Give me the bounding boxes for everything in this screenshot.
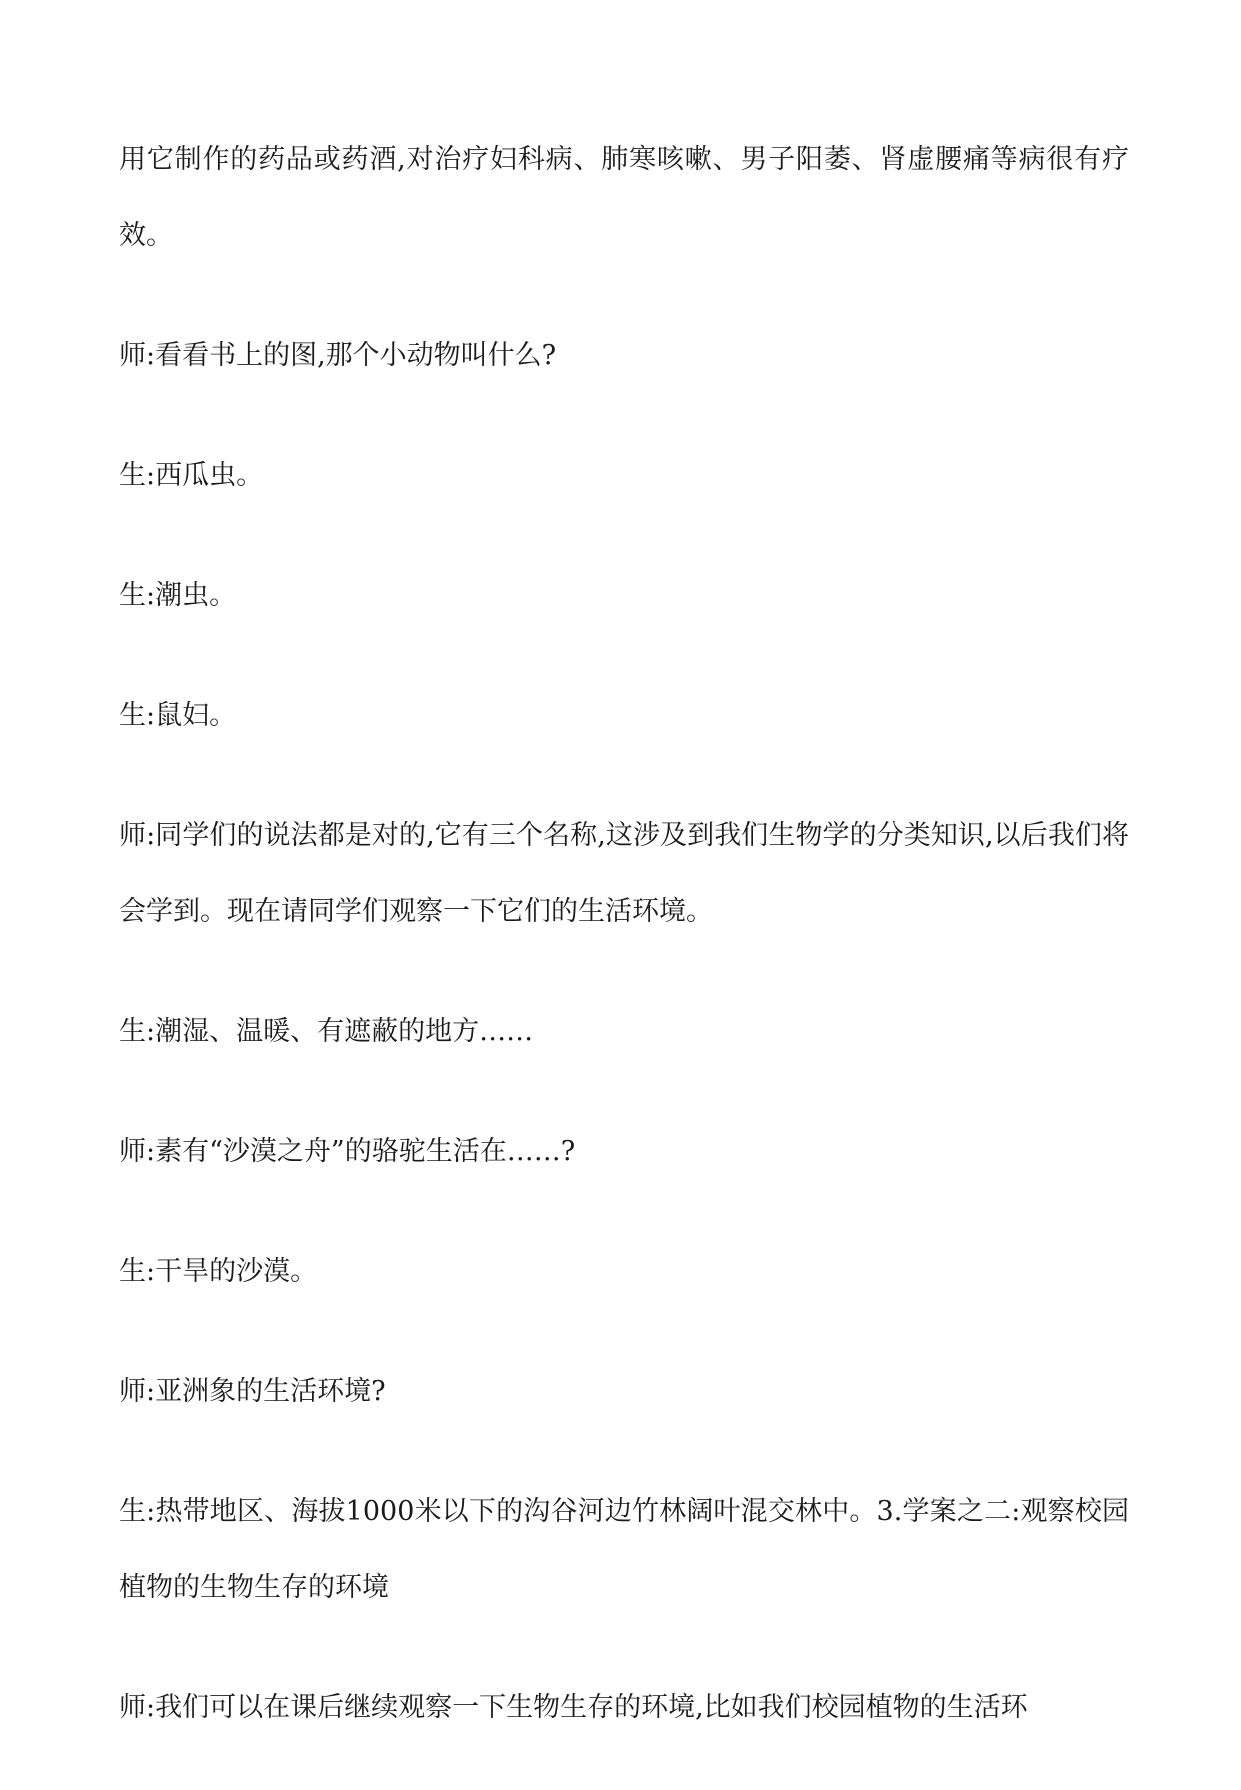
paragraph-teacher-question-animal: 师:看看书上的图,那个小动物叫什么? — [119, 340, 557, 371]
paragraph-student-answer-3: 生:鼠妇。 — [119, 700, 237, 731]
paragraph-teacher-names: 师:同学们的说法都是对的,它有三个名称,这涉及到我们生物学的分类知识,以后我们将会学到。现在请同学们观察一下它们的生活环境。 — [119, 820, 1129, 927]
paragraph-teacher-elephant: 师:亚洲象的生活环境? — [119, 1376, 386, 1407]
paragraph-teacher-campus: 师:我们可以在课后继续观察一下生物生存的环境,比如我们校园植物的生活环 — [119, 1692, 1028, 1723]
document-body — [119, 122, 1129, 1790]
paragraph-student-answer-1: 生:西瓜虫。 — [119, 460, 264, 491]
paragraph-student-answer-2: 生:潮虫。 — [119, 580, 237, 611]
paragraph-teacher-camel: 师:素有“沙漠之舟”的骆驼生活在……? — [119, 1136, 576, 1167]
paragraph-student-habitat: 生:潮湿、温暖、有遮蔽的地方…… — [119, 1016, 534, 1047]
paragraph-student-elephant-habitat: 生:热带地区、海拔1000米以下的沟谷河边竹林阔叶混交林中。3.学案之二:观察校园植物的生物生存的环境 — [119, 1496, 1129, 1603]
paragraph-student-desert: 生:干旱的沙漠。 — [119, 1256, 318, 1287]
paragraph-medicine-effect: 用它制作的药品或药酒,对治疗妇科病、肺寒咳嗽、男子阳萎、肾虚腰痛等病很有疗效。 — [119, 144, 1129, 251]
